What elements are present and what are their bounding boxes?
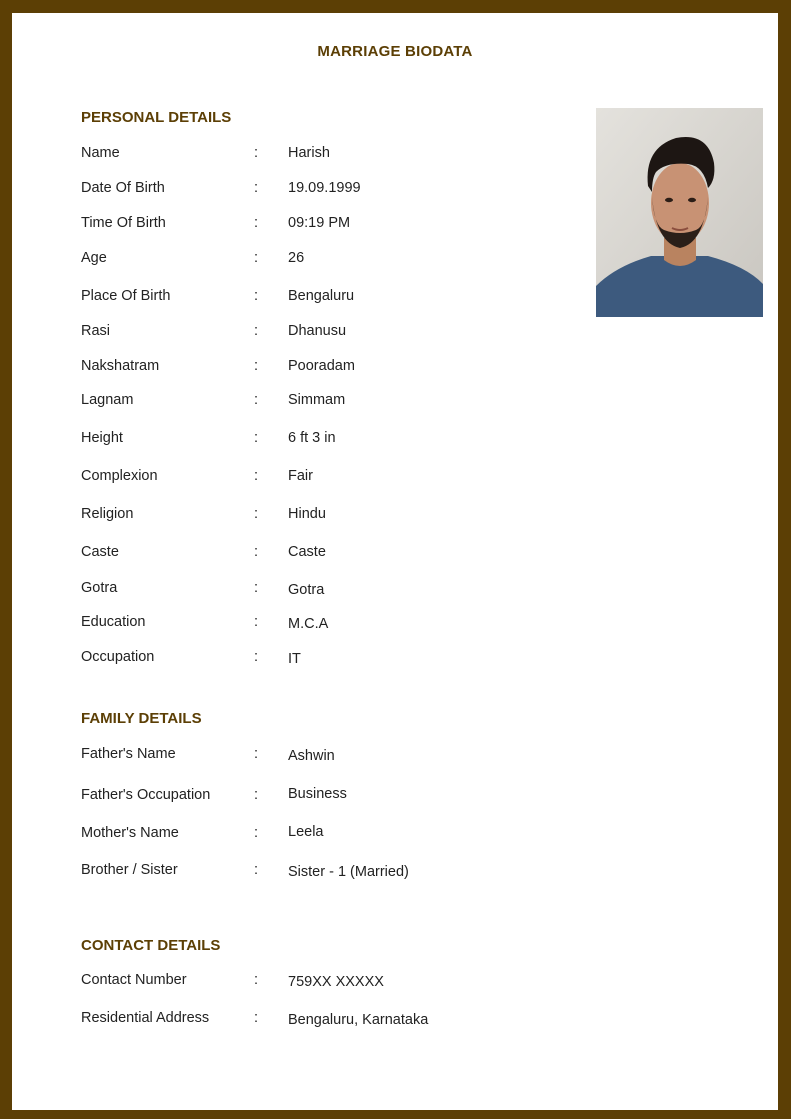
row-value: Sister - 1 (Married) — [288, 864, 409, 880]
personal-details-heading: PERSONAL DETAILS — [81, 109, 232, 126]
row-label: Caste — [81, 544, 119, 560]
row-separator: : — [254, 250, 259, 266]
row-value: Ashwin — [288, 748, 335, 764]
row-value: Simmam — [288, 392, 346, 408]
row-value: Pooradam — [288, 358, 355, 374]
row-separator: : — [254, 544, 259, 560]
row-value: 759XX XXXXX — [288, 974, 384, 990]
row-value: Business — [288, 786, 347, 802]
row-label: Mother's Name — [81, 825, 179, 841]
row-label: Age — [81, 250, 107, 266]
row-label: Residential Address — [81, 1010, 210, 1026]
row-separator: : — [254, 288, 259, 304]
row-value: IT — [288, 651, 301, 667]
row-value: Bengaluru — [288, 288, 355, 304]
row-value: Caste — [288, 544, 326, 560]
row-value: Gotra — [288, 582, 325, 598]
row-label: Time Of Birth — [81, 215, 166, 231]
row-separator: : — [254, 145, 259, 161]
row-separator: : — [254, 430, 259, 446]
contact-details-heading: CONTACT DETAILS — [81, 937, 221, 954]
row-value: Fair — [288, 468, 313, 484]
row-separator: : — [254, 580, 259, 596]
row-label: Contact Number — [81, 972, 187, 988]
row-separator: : — [254, 506, 259, 522]
row-label: Occupation — [81, 649, 155, 665]
row-label: Height — [81, 430, 123, 446]
row-separator: : — [254, 323, 259, 339]
row-separator: : — [254, 614, 259, 630]
row-label: Nakshatram — [81, 358, 160, 374]
row-separator: : — [254, 972, 259, 988]
row-separator: : — [254, 862, 259, 878]
row-label: Date Of Birth — [81, 180, 165, 196]
row-separator: : — [254, 787, 259, 803]
row-label: Lagnam — [81, 392, 134, 408]
biodata-page — [12, 13, 778, 1110]
profile-photo — [596, 108, 763, 317]
row-value: Leela — [288, 824, 324, 840]
row-label: Father's Name — [81, 746, 176, 762]
row-separator: : — [254, 746, 259, 762]
row-label: Place Of Birth — [81, 288, 171, 304]
row-value: 6 ft 3 in — [288, 430, 336, 446]
row-value: Bengaluru, Karnataka — [288, 1012, 429, 1028]
row-value: M.C.A — [288, 616, 329, 632]
row-separator: : — [254, 358, 259, 374]
row-separator: : — [254, 180, 259, 196]
row-label: Complexion — [81, 468, 158, 484]
row-value: 19.09.1999 — [288, 180, 361, 196]
row-label: Education — [81, 614, 146, 630]
row-value: Dhanusu — [288, 323, 347, 339]
row-label: Gotra — [81, 580, 118, 596]
row-separator: : — [254, 215, 259, 231]
row-separator: : — [254, 468, 259, 484]
row-separator: : — [254, 1010, 259, 1026]
family-details-heading: FAMILY DETAILS — [81, 710, 202, 727]
row-value: 26 — [288, 250, 305, 266]
row-label: Father's Occupation — [81, 787, 211, 803]
row-value: Harish — [288, 145, 330, 161]
row-label: Rasi — [81, 323, 111, 339]
page-title: MARRIAGE BIODATA — [317, 43, 473, 60]
row-label: Religion — [81, 506, 134, 522]
row-value: Hindu — [288, 506, 326, 522]
row-value: 09:19 PM — [288, 215, 351, 231]
row-label: Brother / Sister — [81, 862, 178, 878]
row-separator: : — [254, 392, 259, 408]
row-label: Name — [81, 145, 120, 161]
row-separator: : — [254, 649, 259, 665]
row-separator: : — [254, 825, 259, 841]
portrait-image-icon — [596, 108, 763, 317]
